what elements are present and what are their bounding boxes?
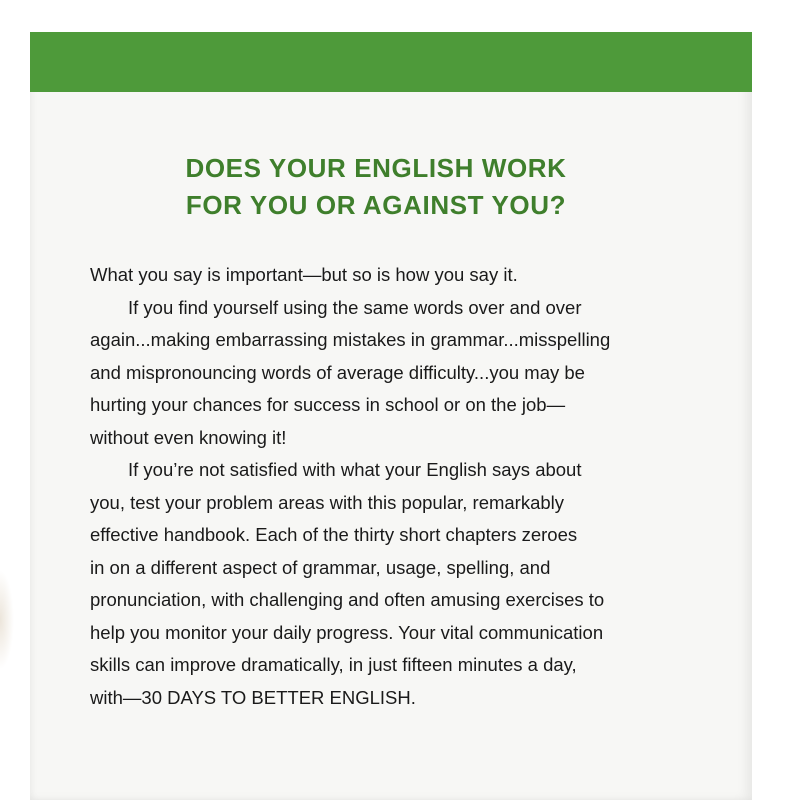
blurb-line: If you’re not satisfied with what your English says about	[128, 459, 582, 480]
blurb-line: pronunciation, with challenging and often amusing exercises to	[90, 589, 605, 610]
blurb-line: and mispronouncing words of average difficulty...you may be	[90, 361, 585, 383]
blurb-text	[90, 259, 690, 714]
blurb-line: effective handbook. Each of the thirty short chapters zeroes	[90, 524, 578, 545]
edge-shadow	[0, 570, 14, 670]
blurb-line: What you say is important—but so is how you say it.	[90, 264, 518, 285]
blurb-line: again...making embarrassing mistakes in grammar...misspelling	[90, 329, 611, 350]
blurb-line: without even knowing it!	[90, 426, 287, 448]
blurb-line: help you monitor your daily progress. Your vital communication	[90, 621, 604, 643]
blurb-line: If you find yourself using the same words over and over	[128, 296, 582, 318]
blurb-line: hurting your chances for success in school or on the job—	[90, 394, 566, 415]
heading-line-2: FOR YOU OR AGAINST YOU?	[185, 190, 567, 220]
green-top-band	[30, 32, 752, 92]
blurb-line: with—30 DAYS TO BETTER ENGLISH.	[90, 686, 416, 708]
blurb-line: you, test your problem areas with this popular, remarkably	[90, 491, 565, 513]
heading-line-1: DOES YOUR ENGLISH WORK	[185, 153, 567, 183]
cover-heading	[0, 150, 752, 224]
blurb-line: skills can improve dramatically, in just fifteen minutes a day,	[90, 654, 577, 675]
blurb-line: in on a different aspect of grammar, usage, spelling, and	[90, 556, 551, 578]
